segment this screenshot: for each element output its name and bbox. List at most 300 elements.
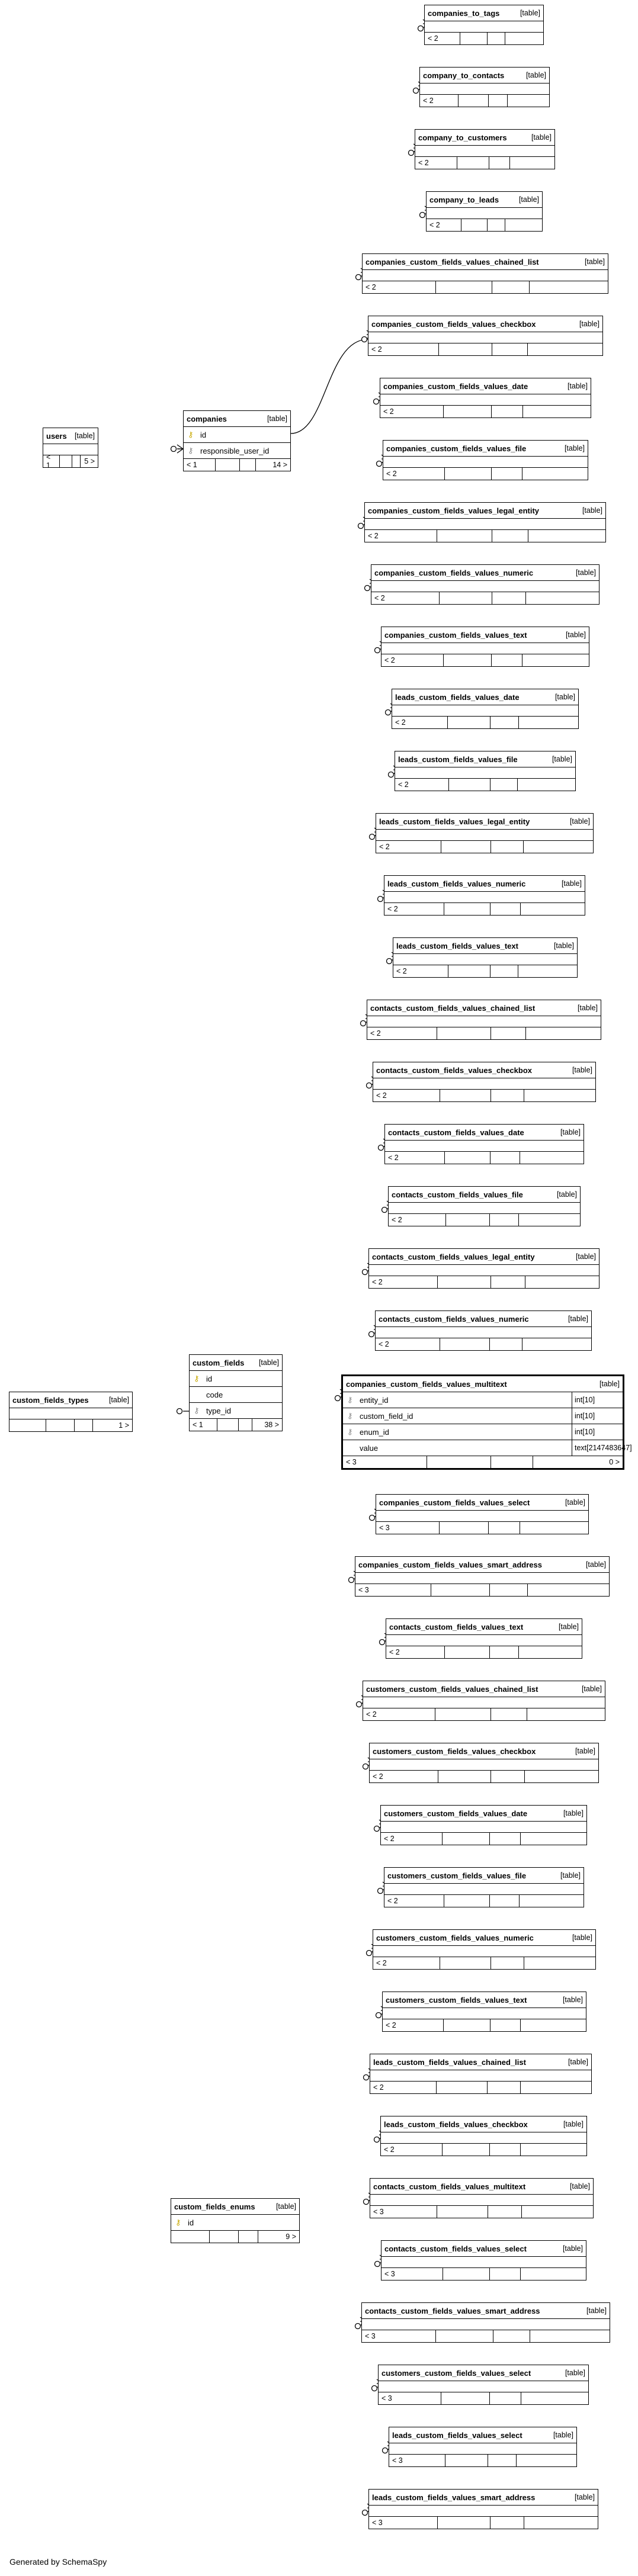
relationship-endpoint-icon [374, 1826, 380, 1832]
child-count: 0 > [609, 1458, 620, 1466]
parent-count: < 2 [363, 1708, 435, 1720]
table-type-label: [table] [554, 693, 575, 701]
table-type-label: [table] [552, 755, 572, 763]
table-footer [362, 2330, 610, 2342]
table-companies-custom-fields-values-text[interactable] [381, 627, 589, 667]
table-header [370, 2179, 593, 2195]
column-name-text: enum_id [360, 1427, 389, 1437]
parent-count: < 3 [343, 1456, 427, 1468]
footer-cell [444, 1895, 490, 1907]
table-body [381, 1822, 586, 1833]
relationship-endpoint-icon [358, 523, 364, 529]
footer-cell [440, 1522, 488, 1534]
table-header [171, 2199, 299, 2215]
column-name-text: custom_field_id [360, 1411, 413, 1421]
table-body [384, 1884, 584, 1895]
relationship-endpoint-icon [365, 586, 370, 591]
table-header [393, 938, 577, 954]
table-header [368, 316, 602, 332]
table-contacts-custom-fields-values-select[interactable] [381, 2240, 586, 2281]
table-footer [363, 281, 608, 293]
table-header [384, 1868, 584, 1884]
table-contacts-custom-fields-values-smart-address[interactable] [361, 2302, 610, 2343]
table-customers-custom-fields-values-numeric[interactable] [373, 1929, 596, 1970]
relationship-endpoint-icon [383, 2448, 388, 2453]
parent-count: < 3 [355, 1584, 431, 1596]
column-type: int[10] [572, 1392, 623, 1408]
footer-cell [75, 1419, 93, 1431]
table-header [389, 2427, 576, 2443]
column-row[interactable] [343, 1408, 623, 1424]
column-name [343, 1396, 572, 1405]
table-body [376, 1511, 588, 1522]
parent-count: < 2 [381, 2144, 443, 2156]
table-type-label: [table] [575, 568, 596, 577]
child-count [510, 157, 554, 169]
table-name: customers_custom_fields_values_text [386, 1995, 527, 2005]
table-customers-custom-fields-values-text[interactable] [382, 1992, 586, 2032]
table-name: contacts_custom_fields_values_numeric [379, 1314, 529, 1324]
table-header [380, 378, 591, 394]
table-footer [184, 459, 290, 471]
relationship-endpoint-icon [386, 710, 391, 715]
footer-cell [60, 455, 72, 467]
column-row[interactable] [184, 427, 290, 443]
table-footer [381, 2144, 586, 2156]
child-count [521, 2144, 586, 2156]
relationship-endpoint-icon [171, 447, 177, 452]
table-name: companies_custom_fields_values_legal_entity [368, 506, 540, 515]
table-body [383, 2008, 586, 2019]
table-contacts-custom-fields-values-chained-list[interactable] [367, 1000, 601, 1040]
table-body [420, 83, 549, 95]
table-contacts-custom-fields-values-checkbox[interactable] [373, 1062, 596, 1102]
table-type-label: [table] [108, 1396, 129, 1404]
table-header [343, 1376, 623, 1392]
footer-cell [444, 406, 492, 417]
child-count: 1 > [118, 1421, 129, 1430]
table-footer [376, 1522, 588, 1534]
table-name: leads_custom_fields_values_smart_address [372, 2493, 536, 2502]
table-name: companies_custom_fields_values_file [386, 444, 527, 453]
table-leads-custom-fields-values-text[interactable] [393, 937, 578, 978]
table-contacts-custom-fields-values-numeric[interactable] [375, 1311, 592, 1351]
relationship-endpoint-icon [378, 897, 383, 902]
column-row[interactable] [190, 1387, 282, 1403]
table-companies-custom-fields-values-select[interactable] [376, 1494, 589, 1534]
table-footer [171, 2231, 299, 2243]
table-customers-custom-fields-values-select[interactable] [378, 2365, 589, 2405]
table-header [376, 814, 593, 830]
table-body [376, 1327, 591, 1338]
table-header [381, 2241, 586, 2257]
table-header [370, 1743, 598, 1759]
relationship-endpoint-icon [369, 1332, 374, 1337]
parent-count: < 2 [369, 1276, 438, 1288]
parent-count: < 2 [380, 406, 444, 417]
table-body [365, 519, 605, 530]
table-companies-custom-fields-values-date[interactable] [380, 378, 591, 418]
footer-cell [491, 1027, 526, 1039]
column-type: int[10] [572, 1424, 623, 1440]
footer-cell [457, 157, 489, 169]
footer-cell [490, 717, 518, 728]
footer-cell [239, 1419, 252, 1431]
table-name: leads_custom_fields_values_numeric [387, 879, 526, 888]
footer-cell [490, 2517, 525, 2529]
child-count [530, 2330, 610, 2342]
parent-count: < 2 [393, 965, 448, 977]
table-header [365, 503, 605, 519]
column-name-text: responsible_user_id [200, 446, 270, 455]
foreign-key-icon: ⚷ [188, 445, 194, 455]
table-type-label: [table] [565, 1498, 585, 1507]
table-leads-custom-fields-values-select[interactable] [389, 2427, 577, 2467]
table-companies-custom-fields-values-smart-address[interactable] [355, 1556, 610, 1597]
table-type-label: [table] [568, 1315, 588, 1323]
parent-count: < 2 [427, 219, 461, 231]
table-custom-fields[interactable] [189, 1354, 283, 1431]
parent-count: < 2 [367, 1027, 437, 1039]
column-name [343, 1428, 572, 1437]
table-companies-custom-fields-values-checkbox[interactable] [368, 316, 603, 356]
table-footer [376, 841, 593, 853]
table-name: contacts_custom_fields_values_chained_list [370, 1003, 536, 1013]
footer-cell [490, 903, 521, 915]
footer-cell [492, 654, 523, 666]
table-name: leads_custom_fields_values_checkbox [384, 2119, 528, 2129]
table-footer [373, 1957, 595, 1969]
relationship-endpoint-icon [378, 1888, 383, 1894]
relationship-endpoint-icon [357, 1702, 362, 1707]
table-name: contacts_custom_fields_values_multitext [373, 2182, 526, 2191]
table-footer [381, 2268, 586, 2280]
table-leads-custom-fields-values-numeric[interactable] [384, 875, 585, 916]
table-body [393, 954, 577, 965]
table-footer [343, 1456, 623, 1468]
relationship-endpoint-icon [382, 1207, 387, 1213]
column-row[interactable] [190, 1371, 282, 1387]
table-type-label: [table] [553, 2431, 573, 2439]
table-footer [369, 1276, 599, 1288]
footer-cell [443, 2268, 490, 2280]
footer-cell [440, 1957, 491, 1969]
footer-cell [436, 2330, 493, 2342]
table-header [376, 1495, 588, 1511]
table-header [384, 876, 585, 892]
parent-count: < 2 [381, 654, 444, 666]
table-companies-custom-fields-values-chained-list[interactable] [362, 253, 608, 294]
child-count [518, 779, 575, 791]
table-header [373, 1930, 595, 1946]
table-header [367, 1000, 601, 1016]
footer-cell [239, 2231, 258, 2243]
table-companies-custom-fields-values-legal-entity[interactable] [364, 502, 606, 542]
table-name: companies_custom_fields_values_checkbox [371, 319, 536, 329]
table-body [386, 1635, 582, 1646]
key-icon: ⚷ [188, 429, 194, 439]
table-contacts-custom-fields-values-legal-entity[interactable] [368, 1248, 599, 1289]
footer-cell [437, 530, 492, 542]
table-customers-custom-fields-values-checkbox[interactable] [369, 1743, 599, 1783]
footer-cell [441, 841, 491, 853]
table-name: customers_custom_fields_values_select [381, 2368, 531, 2378]
table-body [395, 767, 575, 779]
table-leads-custom-fields-values-file[interactable] [395, 751, 576, 791]
table-header [363, 1681, 605, 1697]
table-type-label: [table] [572, 1066, 592, 1074]
relationship-endpoint-icon [420, 213, 425, 218]
table-name: companies_custom_fields_values_select [379, 1498, 530, 1507]
table-type-label: [table] [581, 1685, 602, 1693]
table-header [362, 2303, 610, 2319]
table-contacts-custom-fields-values-file[interactable] [388, 1186, 581, 1226]
table-name: contacts_custom_fields_values_date [388, 1128, 524, 1137]
child-count [524, 1090, 595, 1101]
child-count [526, 1027, 601, 1039]
table-body [370, 1759, 598, 1771]
column-name [343, 1412, 572, 1421]
column-row[interactable] [190, 1403, 282, 1419]
table-name: custom_fields [193, 1358, 245, 1367]
parent-count: < 2 [383, 468, 445, 480]
table-contacts-custom-fields-values-multitext[interactable] [370, 2178, 594, 2218]
table-name: leads_custom_fields_values_select [392, 2430, 522, 2440]
table-customers-custom-fields-values-date[interactable] [380, 1805, 587, 1845]
table-footer [383, 2019, 586, 2031]
relationship-endpoint-icon [377, 461, 382, 467]
table-footer [385, 1152, 584, 1164]
table-header [385, 1125, 584, 1141]
parent-count: < 2 [365, 530, 437, 542]
footer-cell [492, 592, 527, 604]
table-company-to-leads[interactable] [426, 191, 543, 232]
relationship-endpoint-icon [376, 2013, 381, 2018]
table-companies[interactable] [183, 410, 291, 471]
table-header [381, 1806, 586, 1822]
relationship-endpoint-icon [177, 1409, 182, 1414]
column-name [190, 1406, 282, 1415]
footer-cell [440, 1338, 490, 1350]
table-footer [420, 95, 549, 107]
table-body [376, 830, 593, 841]
footer-cell [489, 95, 508, 107]
table-footer [370, 2082, 591, 2093]
table-companies-custom-fields-values-numeric[interactable] [371, 564, 599, 605]
footer-cell [427, 1456, 492, 1468]
relationship-endpoint-icon [413, 88, 419, 94]
table-footer [368, 343, 602, 355]
table-type-label: [table] [553, 942, 574, 950]
foreign-key-icon: ⚷ [347, 1411, 353, 1420]
table-footer [425, 33, 543, 44]
table-contacts-custom-fields-values-text[interactable] [386, 1618, 582, 1659]
column-row[interactable] [343, 1392, 623, 1408]
parent-count: < 2 [363, 281, 436, 293]
relationship-endpoint-icon [418, 26, 424, 31]
column-name-text: id [206, 1374, 213, 1383]
child-count [520, 1895, 584, 1907]
table-name: customers_custom_fields_values_checkbox [373, 1746, 536, 1756]
table-name: contacts_custom_fields_values_checkbox [376, 1065, 533, 1075]
table-header [381, 2116, 586, 2132]
parent-count: < 1 [43, 455, 60, 467]
table-type-label: [table] [520, 9, 540, 17]
child-count [530, 281, 608, 293]
relationship-endpoint-icon [374, 399, 379, 404]
parent-count: < 2 [376, 1338, 440, 1350]
table-type-label: [table] [572, 1933, 592, 1942]
child-count [508, 95, 549, 107]
table-name: companies_custom_fields_values_numeric [374, 568, 534, 577]
table-name: contacts_custom_fields_values_file [392, 1190, 523, 1199]
parent-count: < 3 [381, 2268, 443, 2280]
table-company-to-contacts[interactable] [419, 67, 550, 107]
footer-cell [240, 459, 256, 471]
table-body [415, 146, 554, 157]
parent-count: < 2 [368, 343, 439, 355]
footer-cell [491, 1957, 524, 1969]
child-count: 14 > [272, 461, 287, 469]
column-name [184, 447, 290, 455]
footer-cell [490, 1646, 520, 1658]
table-custom-fields-types[interactable] [9, 1392, 133, 1432]
table-footer [355, 1584, 609, 1596]
child-count [519, 717, 579, 728]
table-type-label: [table] [74, 432, 95, 440]
footer-cell [46, 1419, 75, 1431]
table-customers-custom-fields-values-chained-list[interactable] [363, 1681, 605, 1721]
table-type-label: [table] [585, 1560, 606, 1569]
table-type-label: [table] [575, 1747, 595, 1755]
relationship-endpoint-icon [389, 772, 394, 778]
child-count: 38 > [264, 1421, 279, 1429]
parent-count: < 3 [370, 2206, 437, 2218]
table-type-label: [table] [518, 195, 539, 204]
table-body [9, 1408, 132, 1419]
table-contacts-custom-fields-values-date[interactable] [384, 1124, 584, 1164]
column-type: int[10] [572, 1408, 623, 1424]
table-name: companies_custom_fields_values_date [383, 381, 528, 391]
footer-cell [488, 2082, 521, 2093]
table-customers-custom-fields-values-file[interactable] [384, 1867, 584, 1907]
footer-cell [492, 530, 528, 542]
table-body [385, 1141, 584, 1152]
table-type-label: [table] [568, 2058, 588, 2066]
relationship-endpoint-icon [372, 2386, 377, 2391]
table-leads-custom-fields-values-date[interactable] [392, 689, 579, 729]
child-count [518, 965, 577, 977]
footer-cell [490, 965, 518, 977]
table-footer [371, 592, 599, 604]
table-body [381, 2132, 586, 2144]
table-header [415, 130, 554, 146]
table-type-label: [table] [565, 631, 586, 639]
relationship-endpoint-icon [370, 1515, 375, 1521]
footer-cell [440, 1090, 491, 1101]
footer-cell [435, 1708, 491, 1720]
child-count [520, 1152, 584, 1164]
child-count [522, 654, 589, 666]
child-count [525, 1276, 599, 1288]
relationship-endpoint-icon [363, 1270, 368, 1275]
column-name [343, 1444, 572, 1453]
table-companies-custom-fields-values-multitext[interactable] [341, 1374, 632, 1470]
table-company-to-customers[interactable] [415, 129, 555, 169]
relationship-endpoint-icon [335, 1396, 341, 1401]
footer-cell [449, 779, 490, 791]
table-body [363, 1697, 605, 1708]
table-footer [379, 2392, 588, 2404]
footer-cell [437, 2082, 488, 2093]
column-row[interactable] [184, 443, 290, 459]
table-footer [384, 1895, 584, 1907]
column-row[interactable] [343, 1440, 632, 1456]
table-type-label: [table] [563, 2120, 584, 2128]
table-body [362, 2319, 610, 2330]
column-row[interactable] [171, 2215, 299, 2231]
table-leads-custom-fields-values-legal-entity[interactable] [376, 813, 594, 853]
relationship-endpoint-icon [367, 1083, 372, 1088]
table-footer [376, 1338, 591, 1350]
table-users[interactable] [43, 428, 98, 468]
table-type-label: [table] [558, 1623, 579, 1631]
column-name [184, 431, 290, 439]
child-count [525, 1771, 598, 1782]
relationship-endpoint-icon [375, 648, 380, 653]
child-count [505, 33, 543, 44]
table-leads-custom-fields-values-smart-address[interactable] [368, 2489, 598, 2529]
footer-cell [437, 1027, 491, 1039]
table-body [367, 1016, 601, 1027]
table-companies-to-tags[interactable] [424, 5, 544, 45]
table-name: leads_custom_fields_values_file [398, 754, 518, 764]
table-body [363, 270, 608, 281]
table-leads-custom-fields-values-checkbox[interactable] [380, 2116, 587, 2156]
foreign-key-icon: ⚷ [347, 1427, 353, 1436]
table-name: contacts_custom_fields_values_smart_address [365, 2306, 540, 2315]
footer-cell [488, 2206, 521, 2218]
table-body [370, 2070, 591, 2082]
child-count [524, 1957, 595, 1969]
footer-cell [438, 1771, 491, 1782]
table-companies-custom-fields-values-file[interactable] [383, 440, 588, 480]
footer-cell [445, 1646, 490, 1658]
footer-cell [445, 468, 492, 480]
footer-cell [491, 841, 524, 853]
table-header [370, 2054, 591, 2070]
table-footer [392, 717, 578, 728]
table-type-label: [table] [577, 1004, 598, 1012]
table-leads-custom-fields-values-chained-list[interactable] [370, 2054, 592, 2094]
table-name: companies [187, 414, 227, 423]
child-count [522, 1338, 592, 1350]
column-type: text[2147483647] [572, 1440, 623, 1456]
footer-cell [490, 1833, 521, 1845]
child-count [521, 2019, 586, 2031]
table-custom-fields-enums[interactable] [171, 2198, 300, 2243]
column-row[interactable] [343, 1424, 623, 1440]
table-footer [363, 1708, 605, 1720]
table-header [386, 1619, 582, 1635]
table-footer [386, 1646, 582, 1658]
footer-cell [490, 2268, 521, 2280]
table-name: custom_fields_enums [174, 2202, 255, 2211]
footer-cell [491, 1276, 525, 1288]
parent-count: < 2 [373, 1957, 440, 1969]
table-footer [367, 1027, 601, 1039]
key-icon: ⚷ [194, 1373, 200, 1383]
